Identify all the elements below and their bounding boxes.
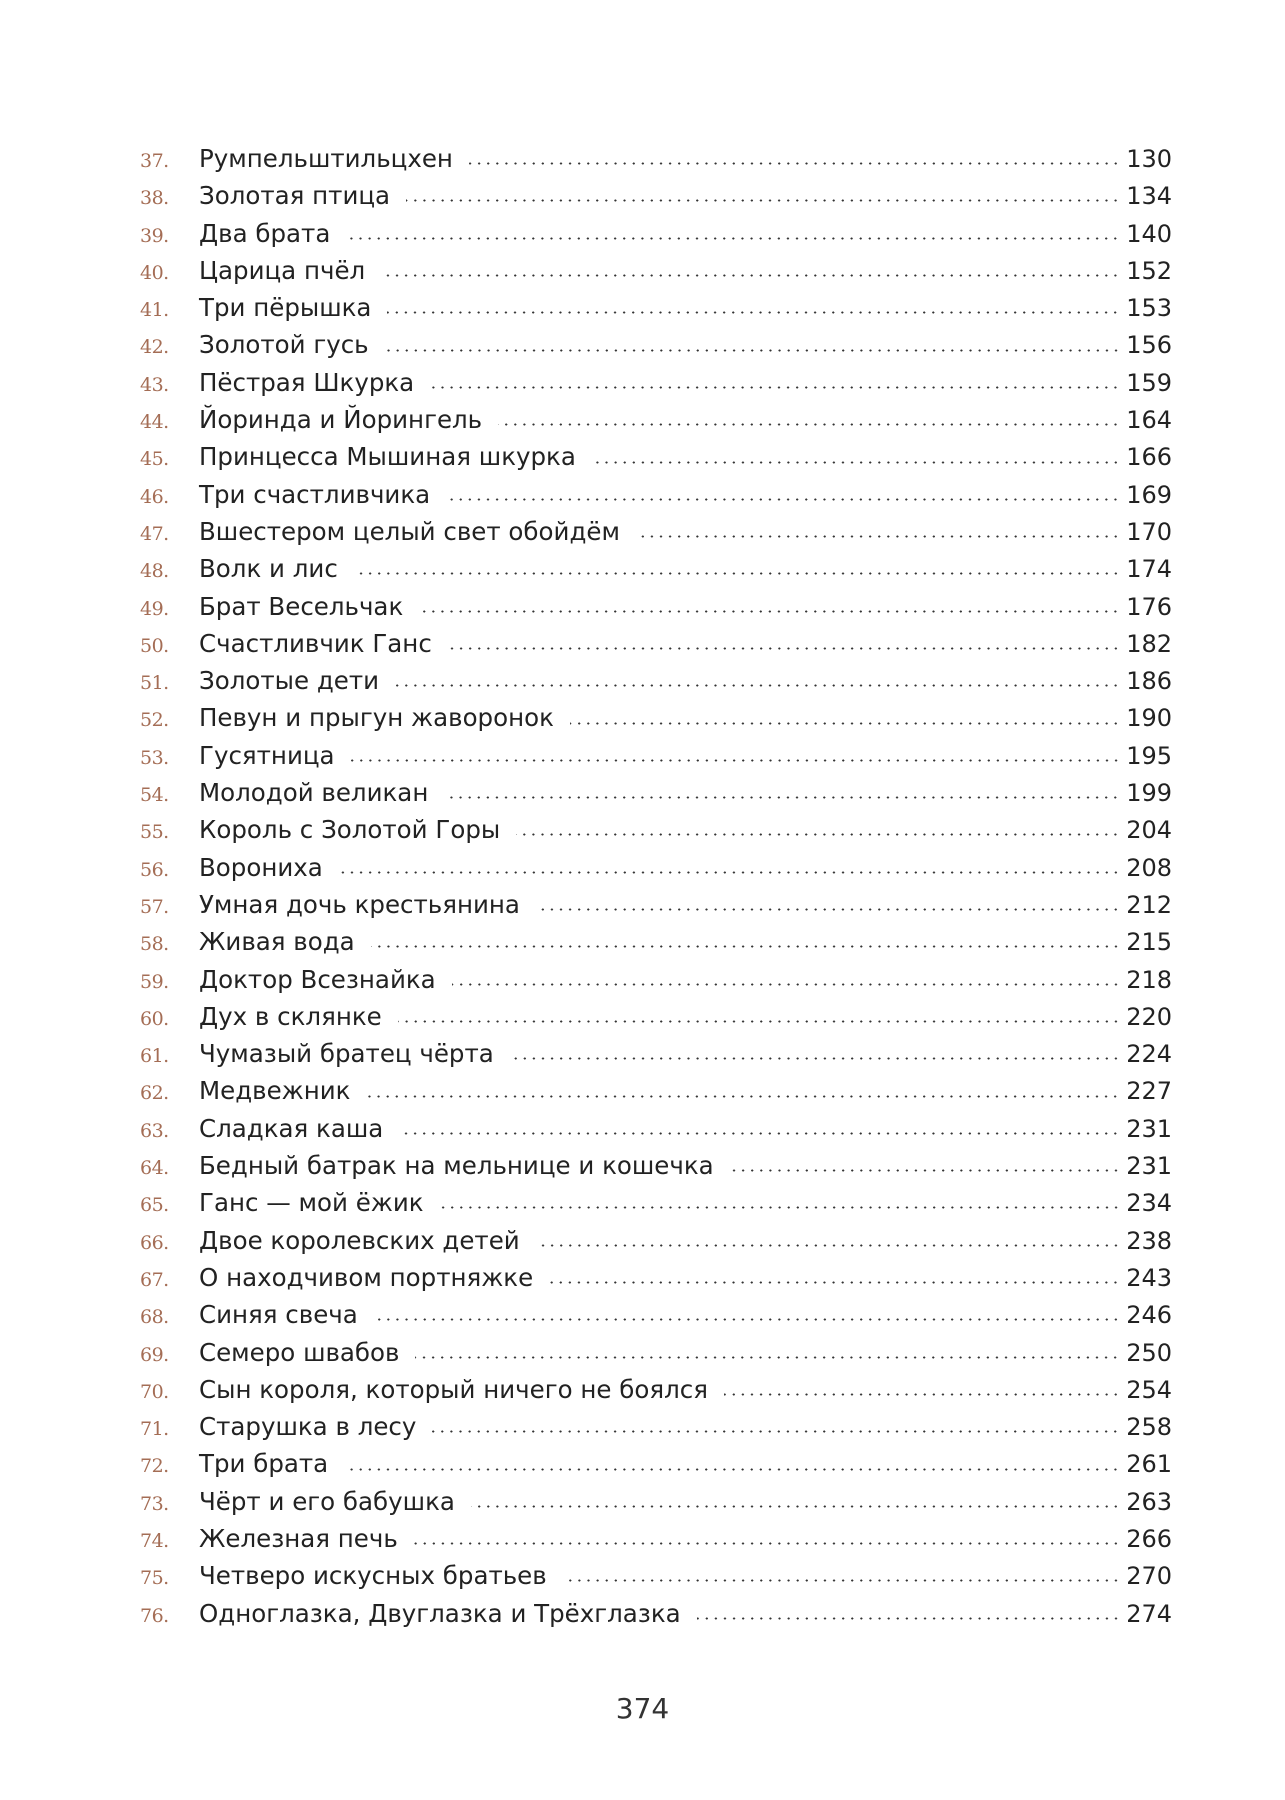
toc-entry-title: Румпельштильцхен — [199, 144, 453, 173]
toc-entry-title: Гусятница — [199, 740, 335, 770]
toc-entry-page: 159 — [1126, 368, 1172, 397]
toc-entry — [140, 401, 1172, 438]
toc-entry-title: Три пёрышка — [199, 293, 372, 323]
toc-entry-title: Король с Золотой Горы — [199, 815, 501, 845]
toc-entry — [140, 1557, 1172, 1594]
toc-entry-number: 40. — [140, 261, 169, 284]
toc-entry — [140, 1184, 1172, 1221]
toc-entry-number: 39. — [140, 224, 169, 247]
toc-entry-number: 70. — [140, 1380, 169, 1403]
toc-entry-page: 204 — [1126, 816, 1172, 845]
toc-entry-title: Певун и прыгун жаворонок — [199, 703, 554, 733]
toc-entry — [140, 1296, 1172, 1333]
dot-leader — [398, 1020, 1120, 1023]
toc-entry — [140, 550, 1172, 587]
toc-entry — [140, 625, 1172, 662]
dot-leader — [381, 274, 1120, 277]
toc-entry — [140, 1147, 1172, 1184]
toc-entry-title: Четверо искусных братьев — [199, 1561, 547, 1591]
toc-entry-title: Медвежник — [199, 1076, 351, 1106]
toc-entry-title: Золотой гусь — [199, 330, 369, 360]
toc-entry-title: Сын короля, который ничего не боялся — [199, 1374, 708, 1404]
toc-entry-number: 54. — [140, 784, 169, 807]
toc-entry-page: 246 — [1126, 1301, 1172, 1330]
toc-entry-number: 64. — [140, 1157, 169, 1180]
toc-entry-title: Живая вода — [199, 927, 355, 957]
toc-entry-number: 68. — [140, 1306, 169, 1329]
toc-entry-page: 176 — [1126, 592, 1172, 621]
toc-entry — [140, 476, 1172, 513]
toc-entry — [140, 252, 1172, 289]
toc-entry-page: 238 — [1126, 1226, 1172, 1255]
toc-entry — [140, 1072, 1172, 1109]
toc-entry-page: 199 — [1126, 779, 1172, 808]
toc-entry-title: Сладкая каша — [199, 1113, 384, 1143]
toc-entry — [140, 513, 1172, 550]
dot-leader — [366, 1095, 1120, 1098]
toc-entry-page: 195 — [1126, 741, 1172, 770]
toc-entry-number: 63. — [140, 1119, 169, 1142]
toc-entry-number: 38. — [140, 187, 169, 210]
toc-entry — [140, 1445, 1172, 1482]
toc-entry-number: 47. — [140, 522, 169, 545]
dot-leader — [452, 983, 1121, 986]
toc-entry-title: Золотые дети — [199, 666, 380, 696]
toc-entry-title: Доктор Всезнайка — [199, 964, 436, 994]
toc-entry — [140, 1483, 1172, 1520]
toc-entry-title: Бедный батрак на мельнице и кошечка — [199, 1151, 714, 1181]
toc-entry-page: 215 — [1126, 928, 1172, 957]
toc-entry-page: 258 — [1126, 1413, 1172, 1442]
dot-leader — [516, 833, 1120, 836]
toc-entry-page: 227 — [1126, 1077, 1172, 1106]
toc-entry-page: 170 — [1126, 517, 1172, 546]
toc-entry-title: Принцесса Мышиная шкурка — [199, 442, 576, 472]
dot-leader — [446, 498, 1120, 501]
dot-leader — [730, 1169, 1121, 1172]
dot-leader — [636, 535, 1120, 538]
toc-entry-title: Железная печь — [199, 1523, 398, 1553]
toc-entry-number: 55. — [140, 821, 169, 844]
dot-leader — [536, 1244, 1120, 1247]
table-of-contents — [140, 140, 1172, 1632]
toc-entry-page: 164 — [1126, 406, 1172, 435]
toc-entry-page: 266 — [1126, 1524, 1172, 1553]
toc-entry-title: Одноглазка, Двуглазка и Трёхглазка — [199, 1598, 681, 1628]
dot-leader — [414, 1542, 1120, 1545]
toc-entry — [140, 1371, 1172, 1408]
toc-entry — [140, 326, 1172, 363]
toc-entry-title: Йоринда и Йорингель — [199, 405, 483, 435]
toc-entry-page: 270 — [1126, 1562, 1172, 1591]
dot-leader — [444, 796, 1120, 799]
dot-leader — [419, 610, 1120, 613]
toc-entry-page: 153 — [1126, 294, 1172, 323]
dot-leader — [430, 386, 1120, 389]
toc-entry — [140, 811, 1172, 848]
toc-entry-page: 231 — [1126, 1114, 1172, 1143]
toc-entry-page: 174 — [1126, 555, 1172, 584]
toc-entry-page: 208 — [1126, 853, 1172, 882]
toc-entry-number: 69. — [140, 1343, 169, 1366]
toc-entry-page: 186 — [1126, 667, 1172, 696]
dot-leader — [471, 1505, 1120, 1508]
toc-entry-page: 250 — [1126, 1338, 1172, 1367]
toc-entry-number: 76. — [140, 1604, 169, 1627]
toc-entry-page: 182 — [1126, 629, 1172, 658]
dot-leader — [469, 162, 1120, 165]
toc-entry — [140, 737, 1172, 774]
toc-entry-number: 37. — [140, 150, 169, 172]
toc-entry-page: 254 — [1126, 1375, 1172, 1404]
toc-entry-number: 56. — [140, 858, 169, 881]
toc-entry-number: 44. — [140, 411, 169, 434]
toc-entry-number: 72. — [140, 1455, 169, 1478]
toc-entry — [140, 699, 1172, 736]
dot-leader — [415, 1356, 1120, 1359]
toc-entry — [140, 1035, 1172, 1072]
toc-entry — [140, 1222, 1172, 1259]
toc-entry-number: 42. — [140, 336, 169, 359]
dot-leader — [385, 349, 1121, 352]
toc-entry-page: 220 — [1126, 1002, 1172, 1031]
toc-entry-number: 58. — [140, 933, 169, 956]
toc-entry-number: 73. — [140, 1492, 169, 1515]
toc-entry — [140, 1520, 1172, 1557]
toc-entry — [140, 998, 1172, 1035]
dot-leader — [724, 1393, 1120, 1396]
toc-entry-number: 46. — [140, 485, 169, 508]
toc-entry — [140, 289, 1172, 326]
toc-entry-number: 52. — [140, 709, 169, 732]
toc-entry-number: 53. — [140, 746, 169, 769]
toc-entry — [140, 923, 1172, 960]
toc-entry — [140, 1259, 1172, 1296]
toc-entry-title: Пёстрая Шкурка — [199, 367, 415, 397]
toc-entry-number: 60. — [140, 1007, 169, 1030]
dot-leader — [351, 759, 1121, 762]
toc-entry — [140, 886, 1172, 923]
toc-entry — [140, 1595, 1172, 1632]
toc-entry-title: Двое королевских детей — [199, 1225, 520, 1255]
dot-leader — [440, 1206, 1121, 1209]
toc-entry-title: Молодой великан — [199, 778, 429, 808]
toc-entry-number: 41. — [140, 299, 169, 322]
toc-entry-number: 65. — [140, 1194, 169, 1217]
toc-entry-title: Дух в склянке — [199, 1001, 382, 1031]
toc-entry-title: Царица пчёл — [199, 255, 366, 285]
toc-entry-page: 234 — [1126, 1189, 1172, 1218]
toc-entry-title: Чумазый братец чёрта — [199, 1039, 494, 1069]
toc-entry — [140, 438, 1172, 475]
dot-leader — [563, 1579, 1120, 1582]
dot-leader — [371, 945, 1121, 948]
toc-entry-title: Семеро швабов — [199, 1337, 400, 1367]
toc-entry-title: Ворониха — [199, 852, 323, 882]
toc-entry-page: 166 — [1126, 443, 1172, 472]
dot-leader — [354, 572, 1120, 575]
dot-leader — [498, 423, 1120, 426]
dot-leader — [448, 647, 1120, 650]
toc-entry-page: 212 — [1126, 890, 1172, 919]
toc-entry-page: 134 — [1126, 182, 1172, 211]
toc-entry — [140, 1110, 1172, 1147]
toc-entry-title: О находчивом портняжке — [199, 1262, 534, 1292]
toc-entry-number: 57. — [140, 895, 169, 918]
dot-leader — [387, 311, 1120, 314]
toc-entry-title: Синяя свеча — [199, 1300, 358, 1330]
toc-entry-number: 48. — [140, 560, 169, 583]
toc-entry-title: Счастливчик Ганс — [199, 628, 432, 658]
toc-entry-title: Брат Весельчак — [199, 591, 404, 621]
toc-entry-number: 50. — [140, 634, 169, 657]
toc-entry-number: 75. — [140, 1567, 169, 1590]
toc-entry-number: 71. — [140, 1418, 169, 1441]
dot-leader — [510, 1057, 1120, 1060]
toc-entry-page: 224 — [1126, 1040, 1172, 1069]
toc-entry-page: 130 — [1126, 145, 1172, 173]
toc-entry — [140, 1408, 1172, 1445]
dot-leader — [432, 1430, 1120, 1433]
toc-entry-page: 261 — [1126, 1450, 1172, 1479]
toc-entry — [140, 774, 1172, 811]
dot-leader — [549, 1281, 1120, 1284]
toc-entry-number: 66. — [140, 1231, 169, 1254]
toc-entry-page: 156 — [1126, 331, 1172, 360]
dot-leader — [346, 237, 1120, 240]
toc-entry-title: Волк и лис — [199, 554, 338, 584]
toc-entry — [140, 849, 1172, 886]
toc-entry-title: Золотая птица — [199, 181, 391, 211]
toc-entry-page: 263 — [1126, 1487, 1172, 1516]
toc-entry-number: 74. — [140, 1529, 169, 1552]
toc-entry-page: 218 — [1126, 965, 1172, 994]
toc-entry-number: 51. — [140, 672, 169, 695]
toc-entry — [140, 961, 1172, 998]
toc-entry-title: Чёрт и его бабушка — [199, 1486, 455, 1516]
toc-entry-number: 67. — [140, 1268, 169, 1291]
dot-leader — [697, 1617, 1121, 1620]
toc-entry — [140, 588, 1172, 625]
toc-entry-page: 140 — [1126, 219, 1172, 248]
toc-entry — [140, 662, 1172, 699]
toc-entry-number: 59. — [140, 970, 169, 993]
toc-entry-title: Два брата — [199, 218, 331, 248]
toc-entry-page: 169 — [1126, 480, 1172, 509]
toc-entry-title: Умная дочь крестьянина — [199, 889, 520, 919]
dot-leader — [344, 1468, 1120, 1471]
dot-leader — [374, 1318, 1120, 1321]
toc-entry-number: 49. — [140, 597, 169, 620]
dot-leader — [592, 461, 1120, 464]
toc-entry-page: 152 — [1126, 256, 1172, 285]
toc-entry-title: Три счастливчика — [199, 479, 431, 509]
toc-entry-title: Вшестером целый свет обойдём — [199, 516, 620, 546]
page-number: 374 — [615, 1692, 670, 1725]
toc-entry-number: 61. — [140, 1045, 169, 1068]
toc-entry — [140, 140, 1172, 177]
toc-entry-number: 62. — [140, 1082, 169, 1105]
toc-entry-page: 274 — [1126, 1599, 1172, 1628]
dot-leader — [339, 871, 1120, 874]
dot-leader — [395, 684, 1120, 687]
dot-leader — [406, 199, 1120, 202]
toc-entry-title: Три брата — [199, 1449, 329, 1479]
toc-entry-page: 243 — [1126, 1263, 1172, 1292]
toc-entry-page: 231 — [1126, 1152, 1172, 1181]
toc-entry-title: Старушка в лесу — [199, 1412, 417, 1442]
toc-entry — [140, 1334, 1172, 1371]
toc-entry — [140, 177, 1172, 214]
dot-leader — [536, 908, 1120, 911]
dot-leader — [399, 1132, 1120, 1135]
toc-entry-number: 43. — [140, 373, 169, 396]
toc-entry — [140, 364, 1172, 401]
dot-leader — [570, 722, 1120, 725]
toc-entry-number: 45. — [140, 448, 169, 471]
toc-entry-page: 190 — [1126, 704, 1172, 733]
toc-entry — [140, 215, 1172, 252]
toc-entry-title: Ганс — мой ёжик — [199, 1188, 424, 1218]
